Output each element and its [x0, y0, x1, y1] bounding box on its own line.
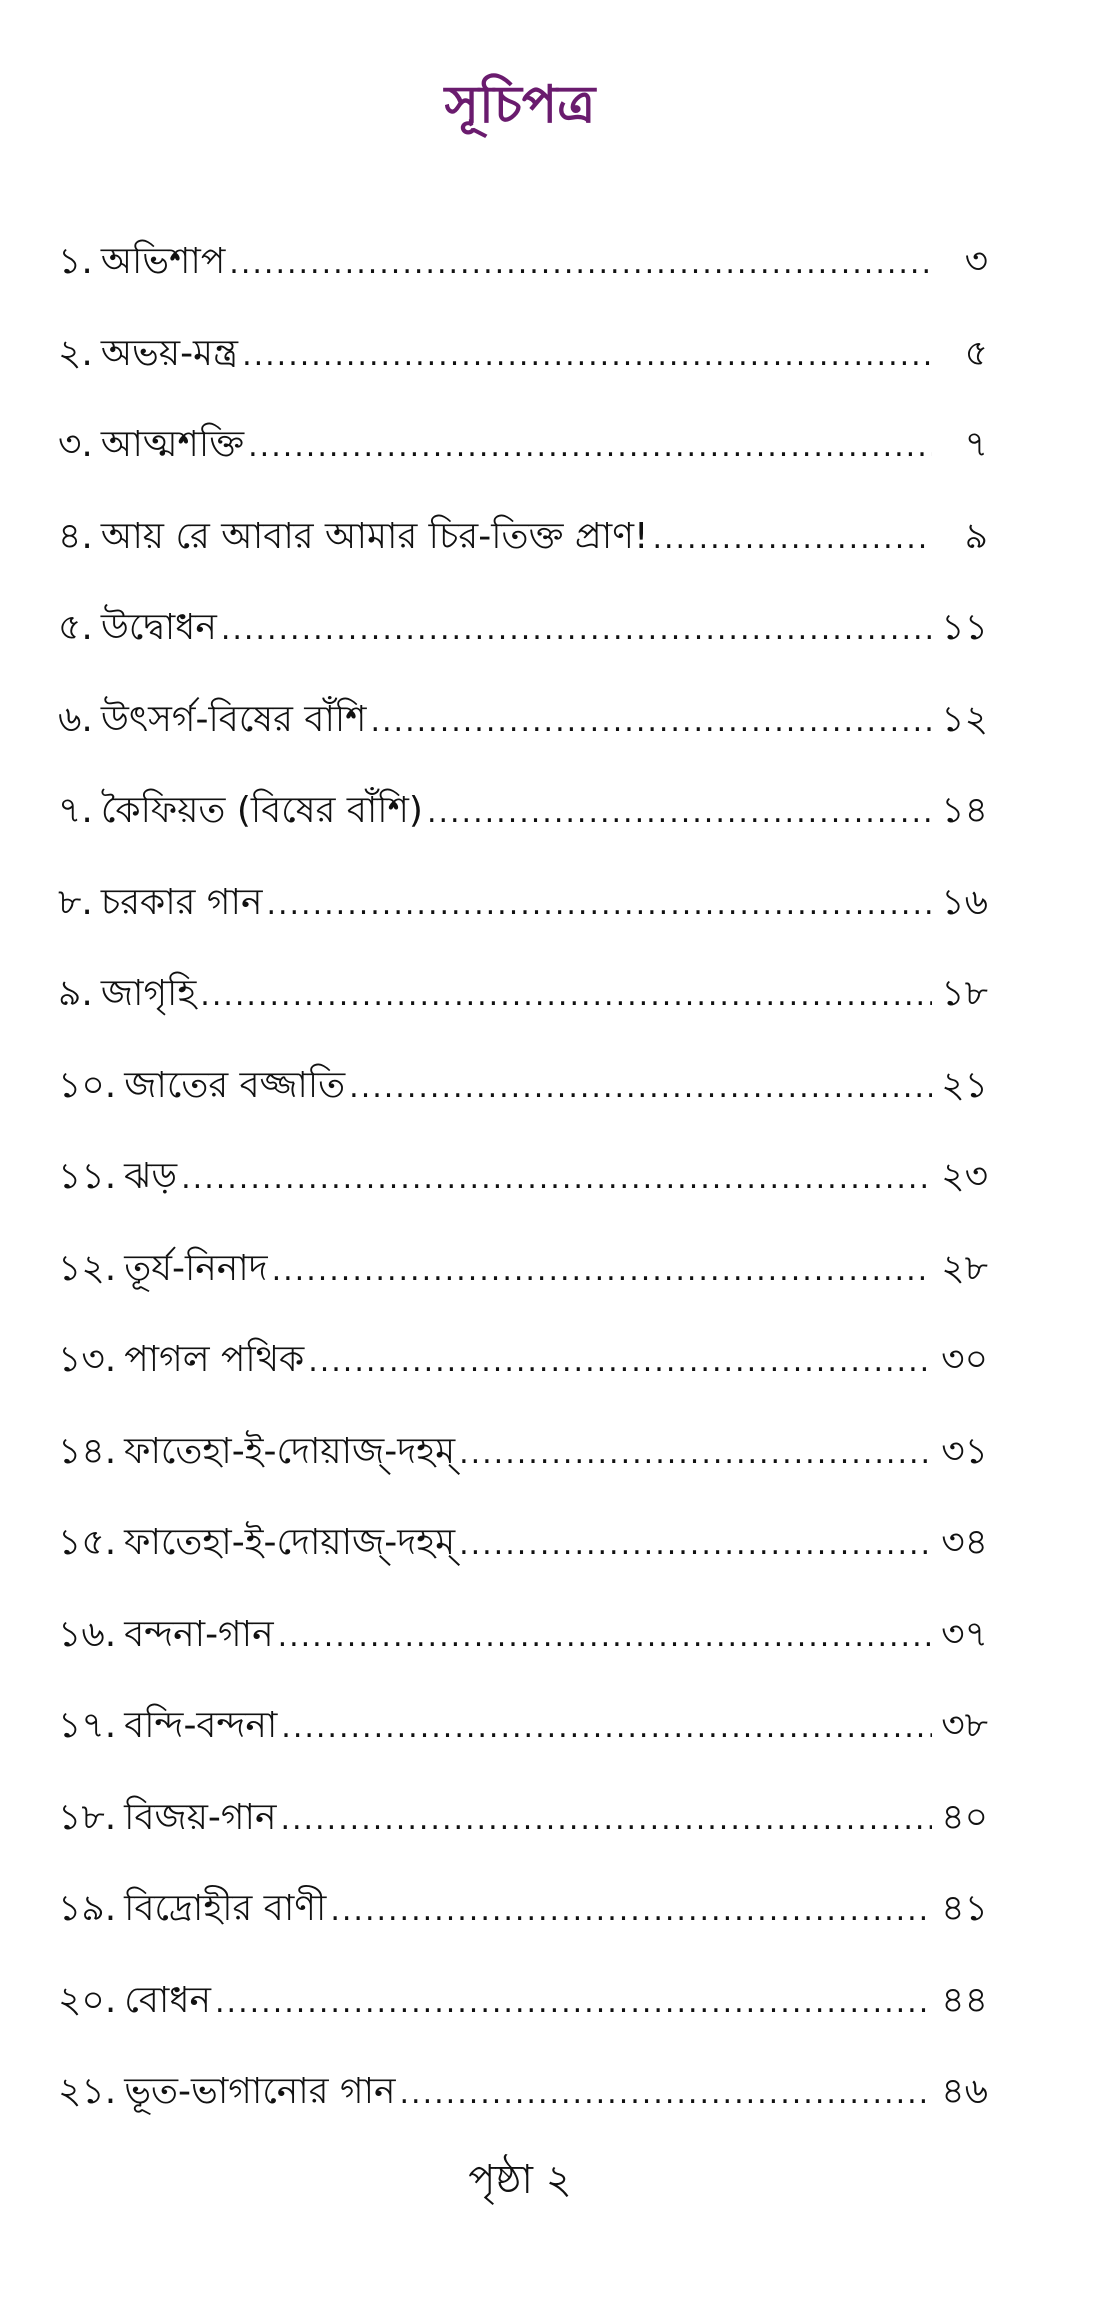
toc-entry-number: ৫. [58, 607, 93, 648]
toc-entry-title: অভয়-মন্ত্র [100, 332, 239, 374]
toc-entry-page: ১২ [941, 698, 988, 740]
toc-entry[interactable] [58, 415, 988, 507]
toc-entry-number: ১১. [58, 1156, 117, 1197]
toc-entry[interactable] [58, 1788, 988, 1880]
toc-entry-title: তূর্য-নিনাদ [124, 1247, 268, 1289]
toc-entry-page: ৪১ [941, 1888, 988, 1929]
toc-entry-page: ৪৬ [941, 2071, 988, 2112]
toc-dot-leader [400, 2064, 932, 2124]
table-of-contents [58, 232, 988, 2154]
toc-entry-title: জাগৃহি [100, 973, 197, 1014]
toc-dot-leader [280, 1790, 932, 1850]
toc-entry-number: ৯. [58, 973, 93, 1014]
toc-dot-leader [248, 417, 932, 477]
toc-entry-number: ৩. [58, 424, 93, 465]
toc-dot-leader [181, 1149, 932, 1209]
toc-entry-number: ১৩. [58, 1339, 117, 1380]
toc-entry-title: আয় রে আবার আমার চির-তিক্ত প্রাণ! [100, 515, 649, 557]
toc-entry-title: আত্মশক্তি [100, 424, 245, 465]
toc-entry-page: ১৬ [941, 881, 988, 923]
toc-entry-number: ৮. [58, 881, 93, 923]
toc-entry[interactable] [58, 507, 988, 599]
toc-dot-leader [266, 875, 932, 935]
toc-dot-leader [370, 692, 932, 752]
toc-entry-page: ৩১ [941, 1430, 988, 1472]
toc-entry[interactable] [58, 1330, 988, 1422]
toc-entry-page: ২১ [941, 1064, 988, 1106]
toc-dot-leader [242, 326, 932, 386]
toc-entry-number: ১২. [58, 1247, 117, 1289]
toc-entry-number: ৭. [58, 790, 93, 831]
toc-entry[interactable] [58, 1422, 988, 1514]
toc-entry-number: ১. [58, 241, 93, 282]
toc-entry-title: ফাতেহা-ই-দোয়াজ্-দহম্ [124, 1522, 456, 1563]
toc-entry-title: ঝড় [124, 1156, 178, 1197]
toc-entry-number: ১০. [58, 1064, 117, 1106]
toc-dot-leader [652, 509, 932, 569]
toc-entry-page: ১৮ [941, 973, 988, 1014]
toc-entry-title: চরকার গান [100, 881, 263, 923]
toc-entry-title: বোধন [124, 1979, 212, 2021]
page-title: সূচিপত্র [444, 75, 596, 135]
toc-entry-number: ১৫. [58, 1522, 117, 1563]
toc-entry-page: ৯ [964, 515, 988, 557]
toc-entry-number: ১৮. [58, 1796, 117, 1838]
toc-entry[interactable] [58, 1147, 988, 1239]
toc-entry[interactable] [58, 1879, 988, 1971]
toc-entry[interactable] [58, 1696, 988, 1788]
toc-entry-page: ৪০ [941, 1796, 988, 1838]
toc-entry-number: ১৭. [58, 1705, 117, 1746]
toc-entry[interactable] [58, 781, 988, 873]
toc-entry-title: বিদ্রোহীর বাণী [124, 1888, 327, 1929]
toc-entry-page: ২৩ [941, 1156, 988, 1197]
toc-entry-title: পাগল পথিক [124, 1339, 305, 1380]
toc-entry-page: ১১ [941, 607, 988, 648]
toc-entry-number: ১৯. [58, 1888, 117, 1929]
toc-entry[interactable] [58, 1971, 988, 2063]
toc-entry[interactable] [58, 232, 988, 324]
toc-entry-number: ২০. [58, 1979, 117, 2021]
toc-dot-leader [229, 234, 932, 294]
toc-entry[interactable] [58, 324, 988, 416]
toc-entry-number: ২. [58, 332, 93, 374]
toc-dot-leader [308, 1332, 932, 1392]
toc-entry[interactable] [58, 1513, 988, 1605]
toc-entry-page: ৩ [964, 241, 988, 282]
toc-entry-title: কৈফিয়ত (বিষের বাঁশি) [100, 790, 423, 831]
toc-dot-leader [330, 1881, 932, 1941]
toc-entry-number: ১৬. [58, 1613, 117, 1655]
toc-entry-page: ৭ [964, 424, 988, 465]
toc-entry-page: ৩০ [941, 1339, 988, 1380]
toc-entry[interactable] [58, 1056, 988, 1148]
toc-entry-page: ৩৮ [941, 1705, 988, 1746]
toc-entry[interactable] [58, 2062, 988, 2154]
toc-entry-number: ১৪. [58, 1430, 117, 1472]
toc-entry-page: ৩৪ [941, 1522, 988, 1563]
toc-entry-page: ২৮ [941, 1247, 988, 1289]
toc-dot-leader [272, 1241, 932, 1301]
toc-entry[interactable] [58, 873, 988, 965]
toc-entry-title: ভূত-ভাগানোর গান [124, 2071, 396, 2112]
toc-entry[interactable] [58, 964, 988, 1056]
toc-dot-leader [200, 966, 932, 1026]
toc-entry-title: জাতের বজ্জাতি [124, 1064, 346, 1106]
toc-entry-page: ৪৪ [941, 1979, 988, 2021]
toc-entry[interactable] [58, 1239, 988, 1331]
toc-entry-title: বিজয়-গান [124, 1796, 277, 1838]
toc-entry-number: ৬. [58, 698, 93, 740]
toc-dot-leader [349, 1058, 932, 1118]
toc-entry-number: ৪. [58, 515, 93, 557]
toc-dot-leader [281, 1698, 932, 1758]
toc-dot-leader [427, 783, 932, 843]
page-number: পৃষ্ঠা ২ [468, 2157, 572, 2203]
toc-entry-title: অভিশাপ [100, 241, 226, 282]
toc-entry-title: বন্দনা-গান [124, 1613, 274, 1655]
toc-entry[interactable] [58, 690, 988, 782]
toc-entry-title: উদ্বোধন [100, 607, 217, 648]
toc-dot-leader [221, 600, 932, 660]
toc-entry-page: ১৪ [941, 790, 988, 831]
toc-dot-leader [215, 1973, 932, 2033]
toc-dot-leader [459, 1424, 932, 1484]
toc-entry[interactable] [58, 598, 988, 690]
toc-entry-number: ২১. [58, 2071, 117, 2112]
toc-entry-title: বন্দি-বন্দনা [124, 1705, 278, 1746]
toc-dot-leader [278, 1607, 932, 1667]
toc-entry[interactable] [58, 1605, 988, 1697]
toc-entry-page: ৩৭ [941, 1613, 988, 1655]
toc-dot-leader [459, 1515, 932, 1575]
toc-entry-title: ফাতেহা-ই-দোয়াজ্-দহম্ [124, 1430, 456, 1472]
toc-entry-title: উৎসর্গ-বিষের বাঁশি [100, 698, 367, 740]
toc-entry-page: ৫ [964, 332, 988, 374]
